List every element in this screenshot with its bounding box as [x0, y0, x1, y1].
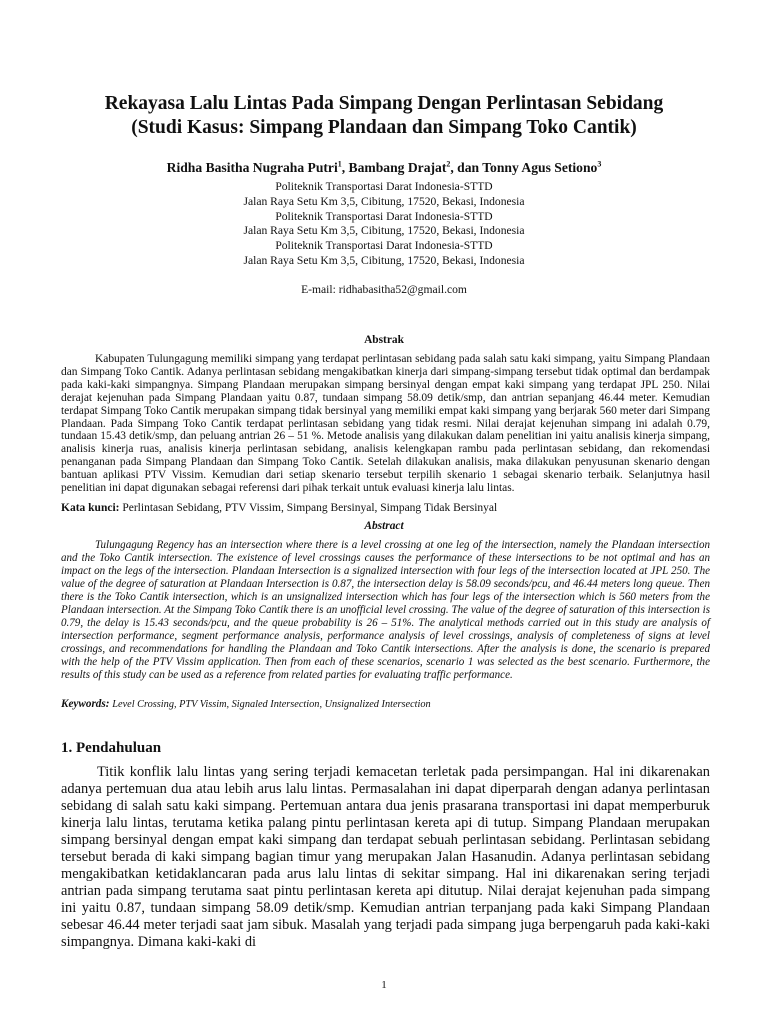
author-2-sup: 2	[446, 159, 451, 169]
kata-kunci-value: Perlintasan Sebidang, PTV Vissim, Simpang Bersinyal, Simpang Tidak Bersinyal	[119, 502, 498, 514]
author-3-sup: 3	[597, 159, 602, 169]
keywords-colon: :	[105, 698, 113, 710]
author-1: Ridha Basitha Nugraha Putri	[166, 160, 338, 175]
keywords-value: Level Crossing, PTV Vissim, Signaled Intersection, Unsignalized Intersection	[112, 699, 431, 710]
author-1-sup: 1	[337, 159, 342, 169]
keywords	[61, 698, 710, 711]
contact-email: E-mail: ridhabasitha52@gmail.com	[301, 283, 467, 296]
kata-kunci	[61, 502, 710, 515]
abstract-heading: Abstract	[364, 520, 404, 532]
keywords-label: Keywords	[61, 698, 106, 710]
affiliation-line: Jalan Raya Setu Km 3,5, Cibitung, 17520, Bekasi, Indonesia	[243, 194, 525, 208]
author-3: Tonny Agus Setiono	[482, 160, 598, 175]
author-2: Bambang Drajat	[348, 160, 447, 175]
affiliation-line: Politeknik Transportasi Darat Indonesia-STTD	[275, 180, 493, 193]
affiliation-line: Politeknik Transportasi Darat Indonesia-STTD	[275, 239, 493, 253]
affiliation-line: Politeknik Transportasi Darat Indonesia-STTD	[275, 209, 493, 223]
section-heading: 1. Pendahuluan	[61, 740, 162, 756]
affiliation-line: Jalan Raya Setu Km 3,5, Cibitung, 17520, Bekasi, Indonesia	[243, 224, 525, 238]
paper-title	[40, 92, 728, 140]
section-body-text: Titik konflik lalu lintas yang sering terjadi kemacetan terletak pada persimpangan. Hal ini dikarenakan adanya pertemuan dua atau lebih arus lalu lintas. Permasalahan ini dapat diperparah dengan adanya perlintasan sebidang di salah satu kaki simpang. Pertemuan antara dua jenis prasarana transportasi ini dapat memperburuk kinerja lalu lintas, terutama ketika palang pintu perlintasan kereta api di tutup. Simpang Plandaan merupakan simpang bersinyal dengan empat kaki simpang dan terdapat sebuah perlintasan sebidang. Perlintasan sebidang tersebut berada di kaki simpang bagian timur yang merupakan Jalan Hasanudin. Adanya perlintasan sebidang mengakibatkan ketidaklancaran pada arus lalu lintas di sekitar simpang. Hal ini dikarenakan sering terjadi antrian pada simpang terutama saat pintu perlintasan kereta api ditutup. Nilai derajat kejenuhan pada simpang ini yaitu 0.87, tundaan simpang 58.09 detik/smp. Kemudian antrian terpanjang pada kaki Simpang Plandaan sebesar 46.44 meter terjadi saat jam sibuk. Masalah yang terjadi pada simpang juga berpengaruh pada kaki-kaki simpangnya. Dimana kaki-kaki di	[61, 764, 710, 951]
abstrak-heading: Abstrak	[364, 334, 404, 346]
author-list	[40, 159, 728, 177]
abstrak-text: Kabupaten Tulungagung memiliki simpang yang terdapat perlintasan sebidang pada salah satu kaki simpang, yaitu Simpang Plandaan dan Simpang Toko Cantik. Adanya perlintasan sebidang mengakibatkan kinerja dari simpang-simpang tersebut tidak optimal dan berdampak pada kaki-kaki simpangnya. Simpang Plandaan merupakan simpang bersinyal dengan empat kaki simpang yang terdapat JPL 250. Nilai derajat kejenuhan pada Simpang Plandaan yaitu 0.87, tundaan simpang 58.09 detik/smp, dan antrian sepanjang 46.44 meter. Kemudian terdapat Simpang Toko Cantik merupakan simpang tidak bersinyal yang memiliki empat kaki simpang yang berjarak 560 meter dari Simpang Plandaan. Pada Simpang Toko Cantik terdapat perlintasan sebidang yang tidak resmi. Nilai derajat kejenuhan simpang ini adalah 0.79, tundaan 15.43 detik/smp, dan peluang antrian 26 – 51 %. Metode analisis yang dilakukan dalam penelitian ini yaitu analisis kinerja simpang, analisis kinerja ruas, analisis kinerja perlintasan sebidang, analisis kelengkapan rambu pada perlintasan sebidang, dan rekomendasi penanganan pada Simpang Plandaan dan Simpang Toko Cantik. Setelah dilakukan analisis, maka dilakukan penyusunan skenario dengan bantuan aplikasi PTV Vissim. Kemudian dari setiap skenario tersebut terpilih skenario 1 sebagai skenario terbaik. Selanjutnya hasil penelitian ini dapat digunakan sebagai referensi dari pihak terkait untuk evaluasi kinerja lalu lintas.	[61, 353, 710, 495]
affiliation-line: Jalan Raya Setu Km 3,5, Cibitung, 17520, Bekasi, Indonesia	[243, 253, 525, 267]
affiliations	[40, 180, 728, 269]
title-line-1: Rekayasa Lalu Lintas Pada Simpang Dengan Perlintasan Sebidang	[104, 93, 664, 114]
author-separator-2: , dan	[450, 160, 483, 175]
abstract-text: Tulungagung Regency has an intersection where there is a level crossing at one leg of the intersection, namely the Plandaan intersection and the Toko Cantik intersection. The existence of level crossings causes the performance of these intersections to be not optimal and has an impact on the legs of the intersection. Plandaan Intersection is a signalized intersection with four legs of the intersection located at JPL 250. The value of the degree of saturation at Plandaan Intersection is 0.87, the intersection delay is 58.09 seconds/pcu, and 46.44 meters long queue. Then there is the Toko Cantik intersection, which is an unsignalized intersection which has four legs of the intersection which is 560 meters from the Plandaan intersection. At the Simpang Toko Cantik there is an unofficial level crossing. The value of the degree of saturation of this intersection is 0.79, the delay is 15.43 seconds/pcu, and the queue probability is 26 – 51%. The analytical methods carried out in this study are analysis of intersection performance, segment performance analysis, performance analysis of level crossings, analysis of completeness of signs at level crossings, and recommendations for handling the Plandaan and Toko Cantik intersections. After the analysis is done, the scenario is prepared with the help of the PTV Vissim application. Then from each of these scenarios, scenario 1 was selected as the best scenario. Furthermore, the results of this study can be used as a reference from related parties for evaluating traffic performance.	[61, 539, 710, 682]
page-number: 1	[381, 979, 387, 991]
author-separator-1: ,	[341, 160, 349, 175]
kata-kunci-label: Kata kunci:	[61, 502, 120, 514]
title-line-2: (Studi Kasus: Simpang Plandaan dan Simpang Toko Cantik)	[131, 117, 637, 138]
